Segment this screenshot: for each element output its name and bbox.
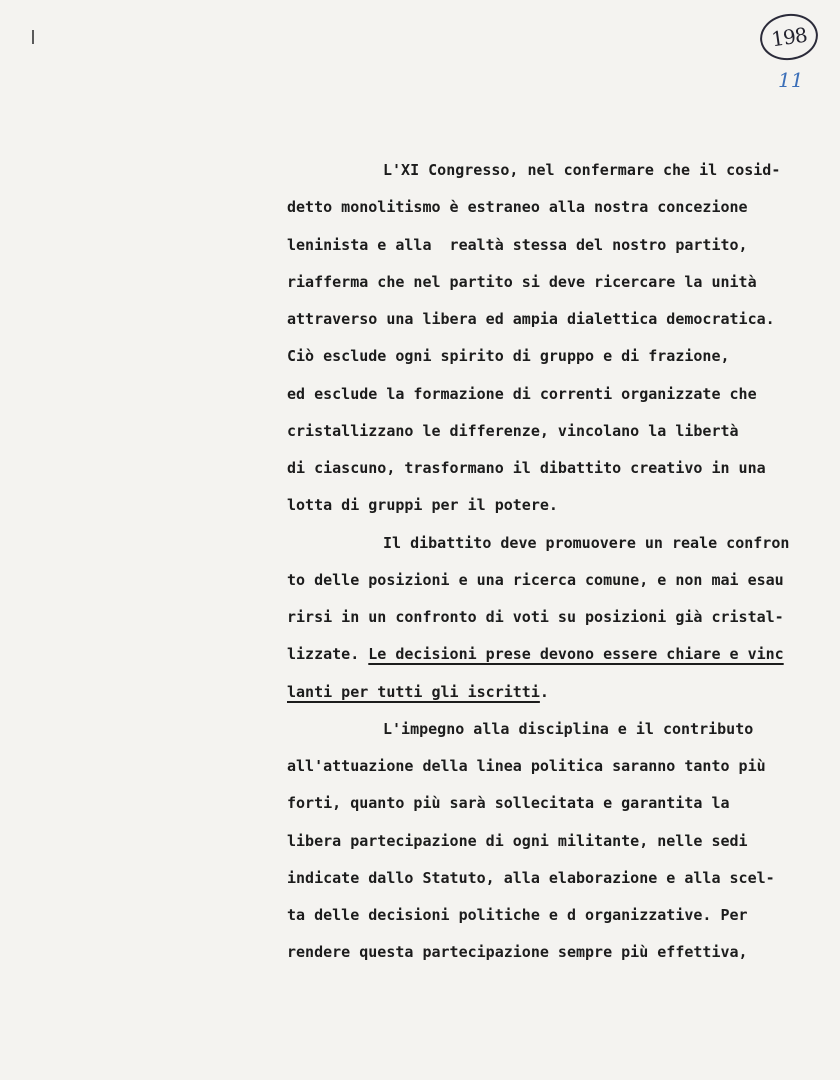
circled-stamp-number [757, 10, 821, 64]
text-line: to delle posizioni e una ricerca comune, e non mai esau [287, 570, 784, 589]
text-line: riafferma che nel partito si deve ricercare la unità [287, 272, 757, 291]
text-line: detto monolitismo è estraneo alla nostra concezione [287, 198, 748, 217]
handwritten-page-number: 11 [778, 68, 804, 92]
text-segment: lizzate. [287, 645, 369, 664]
text-line: di ciascuno, trasformano il dibattito creativo in una [287, 459, 766, 477]
text-line: leninista e alla realtà stessa del nostro partito, [287, 235, 748, 254]
typed-text-body [287, 152, 839, 972]
text-line: Il dibattito deve promuovere un reale confron [383, 533, 790, 552]
text-line: attraverso una libera ed ampia dialettica democratica. [287, 310, 775, 328]
text-line: cristallizzano le differenze, vincolano la libertà [287, 421, 739, 440]
text-line: Ciò esclude ogni spirito di gruppo e di frazione, [287, 347, 730, 366]
underlined-text: lanti per tutti gli iscritti [287, 682, 540, 701]
text-line: ed esclude la formazione di correnti organizzate che [287, 384, 757, 403]
text-line-with-underline [287, 674, 839, 711]
text-line: L'impegno alla disciplina e il contributo [383, 719, 754, 738]
underlined-text: Le decisioni prese devono essere chiare e vinc [368, 645, 784, 664]
text-line: indicate dallo Statuto, alla elaborazione e alla scel- [287, 868, 775, 887]
text-line: L'XI Congresso, nel confermare che il cosid- [383, 161, 781, 179]
text-segment: . [539, 682, 549, 701]
text-line: forti, quanto più sarà sollecitata e garantita la [287, 794, 730, 813]
text-line: all'attuazione della linea politica saranno tanto più [287, 757, 766, 775]
text-line: libera partecipazione di ogni militante, nelle sedi [287, 831, 748, 850]
text-line: rendere questa partecipazione sempre più effettiva, [287, 943, 748, 962]
stamp-number: 198 [769, 22, 809, 52]
text-line-with-underline [287, 636, 839, 673]
text-line: ta delle decisioni politiche e d organizzative. Per [287, 906, 748, 924]
text-line: lotta di gruppi per il potere. [287, 496, 558, 515]
text-line: rirsi in un confronto di voti su posizioni già cristal- [287, 608, 784, 626]
edge-mark [32, 30, 34, 44]
